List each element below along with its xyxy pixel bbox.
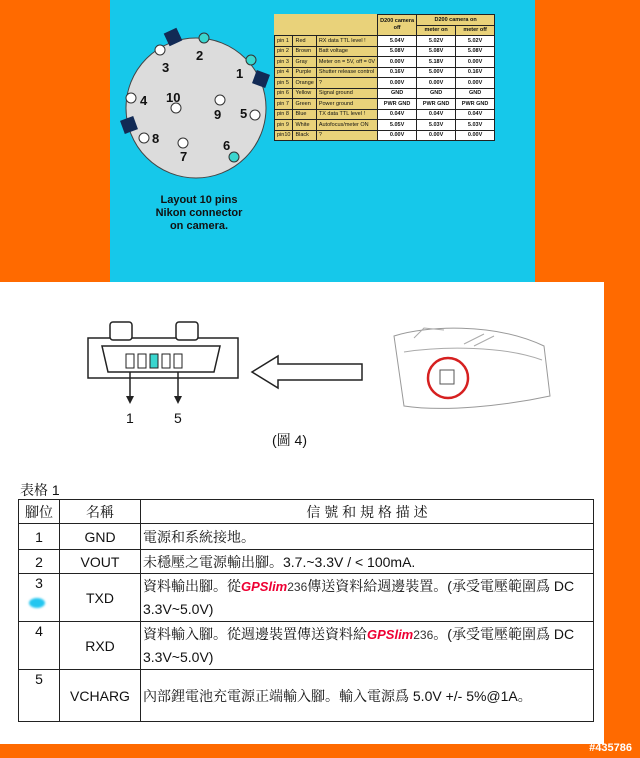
pin-cell-off: 0.00V (378, 130, 417, 141)
pin-number: 3 (162, 60, 170, 75)
pin-cell-moff: 0.00V (456, 130, 495, 141)
pin-cell-color: Purple (293, 67, 316, 78)
pin-cell-mon: 0.00V (417, 78, 456, 89)
table-title: 表格 1 (20, 482, 60, 498)
brand-logo: GPSlim (367, 627, 414, 642)
pin-cell-desc: Meter on = 5V, off = 0V (316, 57, 377, 68)
pin-cell-mon: 5.18V (417, 57, 456, 68)
pin-row (275, 109, 495, 120)
pin-cell-desc: ? (316, 130, 377, 141)
pin-cell-pin: pin 6 (275, 88, 293, 99)
pin-cell-moff: 5.03V (456, 120, 495, 131)
header-d200-off: D200 camera off (378, 15, 417, 36)
table-row: 1 GND 電源和系統接地。 (19, 524, 594, 550)
pin-cell-moff: GND (456, 88, 495, 99)
pin-cell-pin: pin 1 (275, 36, 293, 47)
watermark: #435786 (589, 742, 632, 754)
pin-cell-mon: PWR GND (417, 99, 456, 110)
pin-cell-off: 5.08V (378, 46, 417, 57)
pin-hole-5 (250, 110, 260, 120)
pin-cell-moff: 0.00V (456, 78, 495, 89)
pin-hole-6 (229, 152, 239, 162)
pin-cell-color: Red (293, 36, 316, 47)
pin-cell-moff: 5.02V (456, 36, 495, 47)
header-meter-off: meter off (456, 25, 495, 36)
mini-usb-connector-figure (80, 316, 250, 416)
pin-hole-9 (215, 95, 225, 105)
pin-cell-mon: 5.00V (417, 67, 456, 78)
pin-cell-pin: pin 9 (275, 120, 293, 131)
pin-row (275, 46, 495, 57)
pin-row (275, 130, 495, 141)
bottom-strip (0, 744, 640, 758)
pin-row (275, 120, 495, 131)
pin-cell-color: Orange (293, 78, 316, 89)
figure-caption: (圖 4) (272, 432, 307, 448)
pin-cell-off: 5.04V (378, 36, 417, 47)
pin-number: 2 (196, 48, 204, 63)
pin-hole-4 (126, 93, 136, 103)
pin-hole-8 (139, 133, 149, 143)
pin-cell-desc: Batt voltage (316, 46, 377, 57)
pin-row (275, 78, 495, 89)
pin-cell-desc: Power ground (316, 99, 377, 110)
table-row: 2 VOUT 未穩壓之電源輸出腳。3.7.~3.3V / < 100mA. (19, 550, 594, 574)
pin-cell-moff: 0.04V (456, 109, 495, 120)
pin-cell-desc: Signal ground (316, 88, 377, 99)
pin-cell-desc: TX data TTL level ! (316, 109, 377, 120)
pin-row (275, 67, 495, 78)
pin-voltage-table (274, 14, 495, 141)
pin-number: 4 (140, 93, 148, 108)
pin-number: 8 (152, 131, 160, 146)
pin-cell-color: Yellow (293, 88, 316, 99)
left-arrow-icon (248, 352, 368, 392)
pin-cell-mon: 5.08V (417, 46, 456, 57)
pin-cell-desc: RX data TTL level ! (316, 36, 377, 47)
pin-cell-mon: 0.04V (417, 109, 456, 120)
pin-number: 7 (180, 149, 188, 164)
highlight-mark (29, 598, 45, 608)
brand-logo: GPSlim (241, 579, 288, 594)
pin-cell-pin: pin 7 (275, 99, 293, 110)
pin-number: 10 (166, 90, 181, 105)
pin-cell-pin: pin 4 (275, 67, 293, 78)
pin-cell-moff: 0.16V (456, 67, 495, 78)
pin-cell-off: 0.04V (378, 109, 417, 120)
pin-cell-color: Black (293, 130, 316, 141)
pin-cell-color: Green (293, 99, 316, 110)
pin-row (275, 57, 495, 68)
pin-cell-off: GND (378, 88, 417, 99)
pin-cell-pin: pin10 (275, 130, 293, 141)
pin-cell-pin: pin 5 (275, 78, 293, 89)
table-row: 4 RXD 資料輸入腳。從週邊裝置傳送資料給GPSlim236。(承受電壓範圍爲 DC 3.3V~5.0V) (19, 622, 594, 670)
pin-cell-off: 0.00V (378, 78, 417, 89)
pin-cell-mon: 5.03V (417, 120, 456, 131)
connector-caption: Layout 10 pins Nikon connector on camera. (155, 194, 243, 232)
header-name: 名稱 (60, 500, 141, 524)
pin-cell-desc: Autofocus/meter ON (316, 120, 377, 131)
pin-hole-2 (199, 33, 209, 43)
pin-row (275, 36, 495, 47)
pin-cell-off: 0.00V (378, 57, 417, 68)
spec-table (18, 499, 594, 722)
pin-number: 9 (214, 107, 222, 122)
pin-cell-mon: GND (417, 88, 456, 99)
table-row: 5 VCHARG 內部鋰電池充電源正端輸入腳。輸入電源爲 5.0V +/- 5%@1A。 (19, 670, 594, 722)
pin-number: 6 (223, 138, 231, 153)
pin-number: 5 (240, 106, 248, 121)
pin-row (275, 99, 495, 110)
pin-cell-desc: Shutter release control (316, 67, 377, 78)
pin-cell-moff: 5.08V (456, 46, 495, 57)
pin-cell-pin: pin 2 (275, 46, 293, 57)
pin-cell-moff: 0.00V (456, 57, 495, 68)
pin-cell-mon: 5.02V (417, 36, 456, 47)
pin-cell-off: PWR GND (378, 99, 417, 110)
pin-hole-3 (155, 45, 165, 55)
pin-cell-mon: 0.00V (417, 130, 456, 141)
header-d200-on: D200 camera on (417, 15, 495, 26)
table-row: 3 TXD 資料輸出腳。從GPSlim236傳送資料給週邊裝置。(承受電壓範圍爲 DC 3.3V~5.0V) (19, 574, 594, 622)
pin-hole-7 (178, 138, 188, 148)
pin-cell-off: 5.05V (378, 120, 417, 131)
pin-cell-color: Brown (293, 46, 316, 57)
pin-cell-moff: PWR GND (456, 99, 495, 110)
pin-label-1: 1 (126, 410, 134, 426)
pin-hole-1 (246, 55, 256, 65)
header-meter-on: meter on (417, 25, 456, 36)
pin-cell-desc: ? (316, 78, 377, 89)
pin-cell-color: Gray (293, 57, 316, 68)
pin-row (275, 88, 495, 99)
pin-cell-color: Blue (293, 109, 316, 120)
pin-number: 1 (236, 66, 244, 81)
header-desc: 信 號 和 規 格 描 述 (141, 500, 594, 524)
pin-cell-pin: pin 3 (275, 57, 293, 68)
pin-cell-off: 0.16V (378, 67, 417, 78)
pin-cell-pin: pin 8 (275, 109, 293, 120)
pin-label-5: 5 (174, 410, 182, 426)
pin-cell-color: White (293, 120, 316, 131)
gps-device-sketch (384, 316, 554, 426)
header-pin: 腳位 (19, 500, 60, 524)
